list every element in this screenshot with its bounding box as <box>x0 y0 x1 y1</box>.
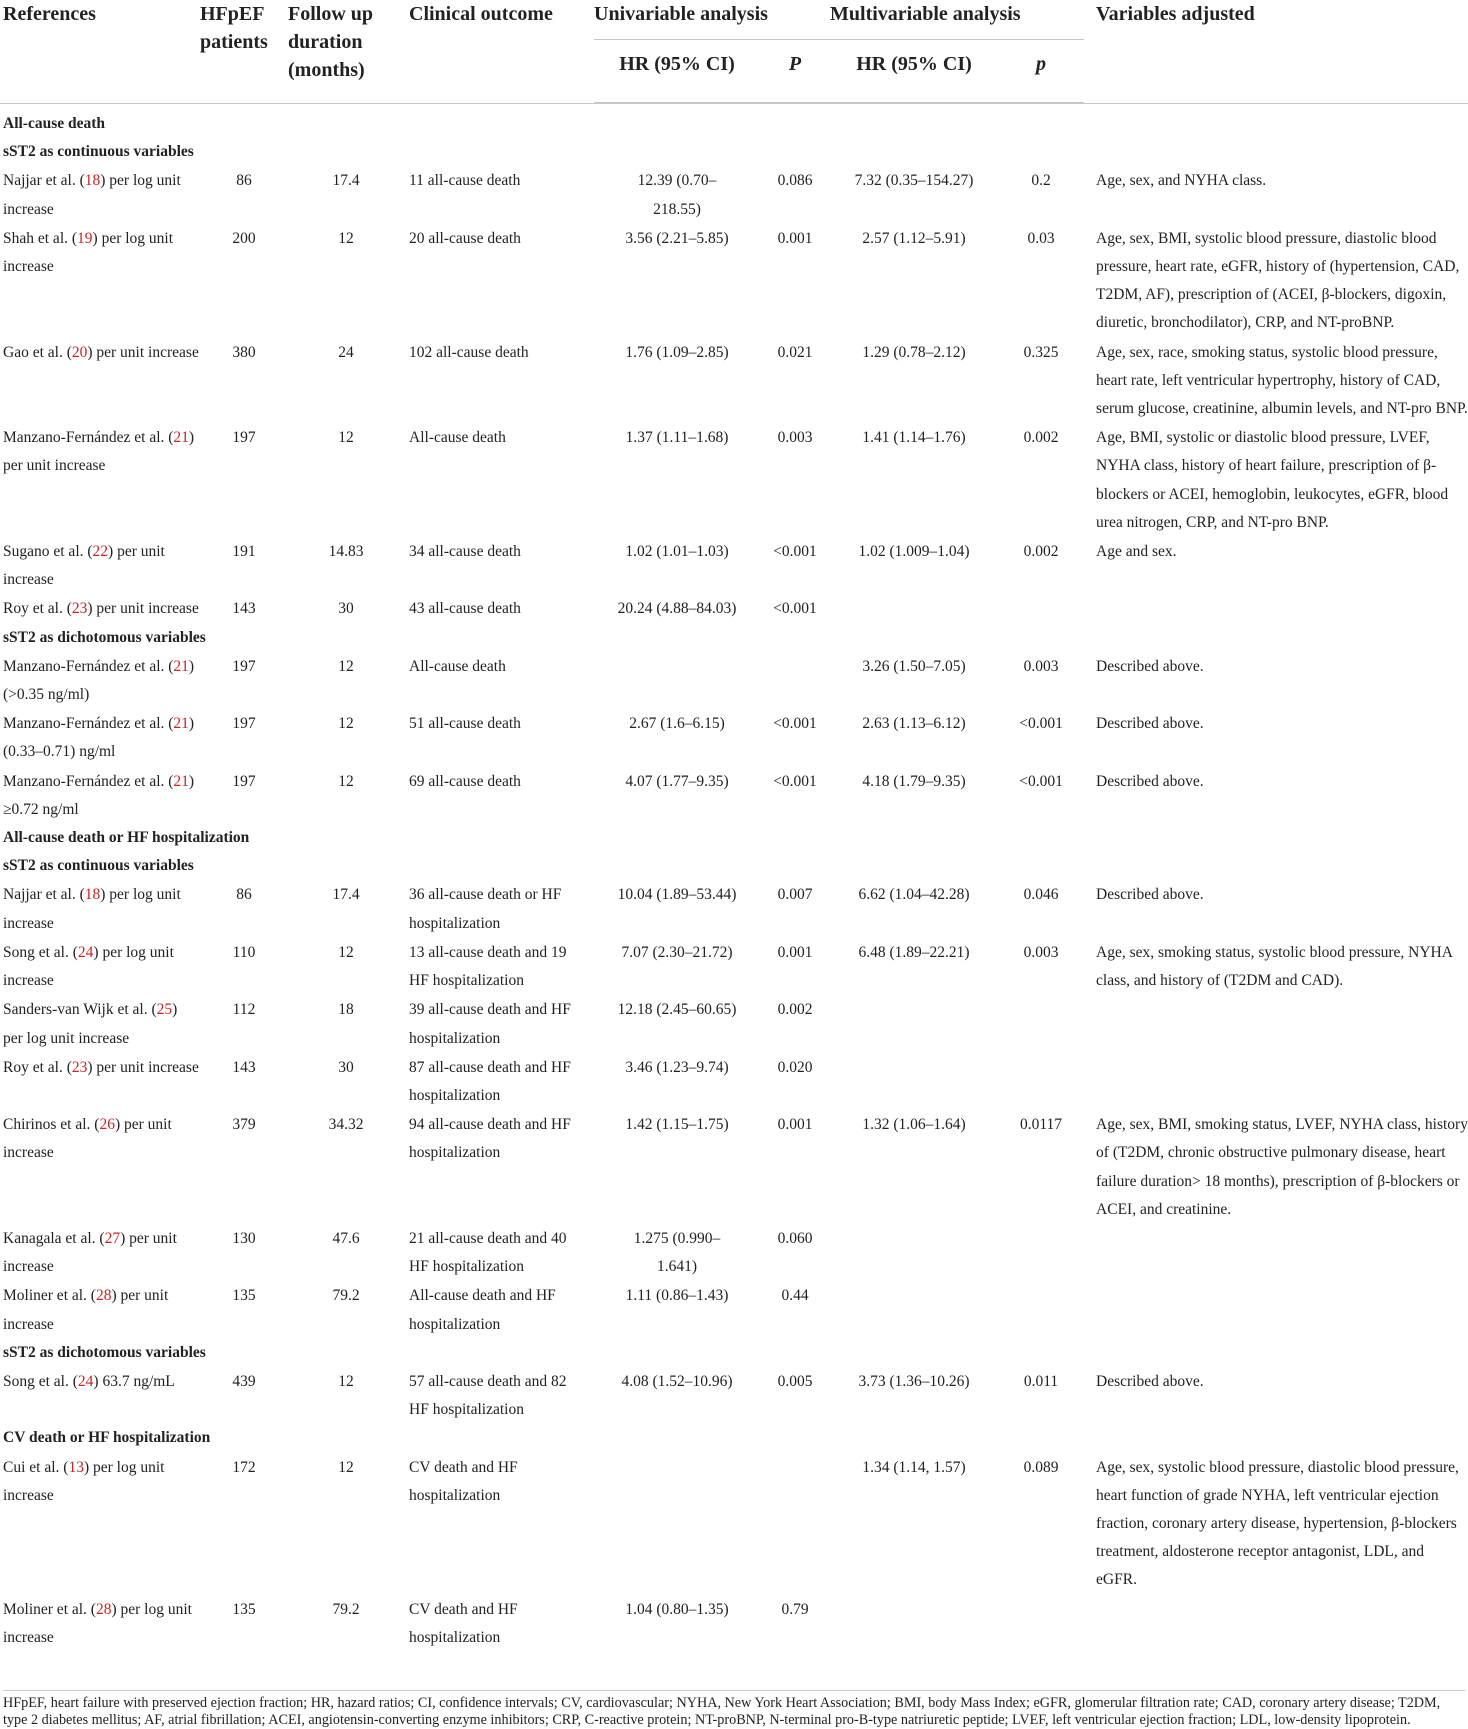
uni-hr-cell: 1.11 (0.86–1.43) <box>625 1287 729 1305</box>
table-body <box>0 104 1468 1652</box>
reference-cell <box>0 594 200 623</box>
patients-cell: 130 <box>232 1229 256 1247</box>
followup-cell: 34.32 <box>328 1116 364 1134</box>
reference-cell <box>0 995 200 1052</box>
reference-citation-link[interactable]: 21 <box>173 772 189 790</box>
header-multi-hr: HR (95% CI) <box>830 40 998 103</box>
variables-cell <box>1084 594 1468 623</box>
outcome-cell: 36 all-cause death or HF hospitalization <box>409 886 562 932</box>
patients-cell: 439 <box>232 1372 256 1390</box>
outcome-cell: 87 all-cause death and HF hospitalization <box>409 1058 571 1104</box>
followup-cell: 12 <box>338 229 354 247</box>
multi-hr-cell: 1.32 (1.06–1.64) <box>862 1116 966 1134</box>
header-multi-p: p <box>998 40 1084 103</box>
reference-citation-link[interactable]: 20 <box>71 343 88 361</box>
reference-cell <box>0 1053 200 1110</box>
uni-hr-cell: 4.08 (1.52–10.96) <box>621 1372 733 1390</box>
reference-cell <box>0 1595 200 1652</box>
section-heading-text: sST2 as continuous variables <box>3 143 194 161</box>
table-row <box>0 1224 1468 1281</box>
patients-cell: 143 <box>232 600 256 618</box>
reference-detail: ) per log unit increase <box>3 943 174 990</box>
outcome-cell: 102 all-cause death <box>409 343 529 361</box>
uni-hr-cell: 12.39 (0.70–218.55) <box>637 172 717 218</box>
reference-cell <box>0 709 200 766</box>
header-uni-p: P <box>760 40 830 103</box>
outcome-cell: CV death and HF hospitalization <box>409 1458 518 1504</box>
outcome-cell: 94 all-cause death and HF hospitalization <box>409 1116 571 1162</box>
variables-cell: Age, sex, and NYHA class. <box>1096 172 1267 190</box>
multi-p-cell: 0.002 <box>1023 429 1059 447</box>
followup-cell: 12 <box>338 772 354 790</box>
reference-citation-link[interactable]: 23 <box>71 1058 88 1076</box>
multi-p-cell: 0.003 <box>1023 943 1059 961</box>
reference-detail: ) per log unit increase <box>3 1458 165 1504</box>
variables-cell <box>1084 1281 1468 1338</box>
reference-author: Manzano-Fernández et al. ( <box>3 429 174 447</box>
header-patients: HFpEF patients <box>200 3 268 53</box>
table-row <box>0 594 1468 623</box>
multi-p-cell: 0.089 <box>1023 1458 1059 1476</box>
section-heading <box>0 624 1468 652</box>
section-heading <box>0 824 1468 852</box>
reference-cell <box>0 537 200 594</box>
table-row <box>0 423 1468 537</box>
followup-cell: 12 <box>338 657 354 675</box>
patients-cell: 197 <box>232 772 256 790</box>
reference-cell <box>0 1281 200 1338</box>
uni-p-cell: 0.003 <box>777 429 813 447</box>
uni-p-cell: <0.001 <box>773 715 817 733</box>
reference-citation-link[interactable]: 21 <box>173 715 189 733</box>
uni-p-cell: 0.005 <box>777 1372 813 1390</box>
variables-cell: Age, sex, systolic blood pressure, diastolic blood pressure, heart function of grade NYHA, left ventricular ejection fraction, coronary artery disease, hypertension, β-blockers treatment, aldosterone receptor antagonist, LDL, and eGFR. <box>1096 1458 1459 1589</box>
patients-cell: 86 <box>236 172 252 190</box>
multi-p-cell <box>998 995 1084 1052</box>
outcome-cell: 21 all-cause death and 40 HF hospitalization <box>409 1229 567 1276</box>
outcome-cell: All-cause death <box>409 657 506 675</box>
reference-citation-link[interactable]: 28 <box>95 1287 112 1305</box>
outcome-cell: All-cause death <box>409 429 506 447</box>
uni-hr-cell: 3.56 (2.21–5.85) <box>625 229 729 247</box>
reference-cell <box>0 938 200 995</box>
reference-detail: ) per unit increase <box>3 1116 172 1162</box>
table-row <box>0 709 1468 766</box>
reference-detail: ) per log unit increase <box>3 1001 178 1047</box>
followup-cell: 12 <box>338 429 354 447</box>
uni-hr-cell: 10.04 (1.89–53.44) <box>617 886 737 904</box>
reference-author: Sugano et al. ( <box>3 543 93 561</box>
multi-hr-cell <box>830 594 998 623</box>
followup-cell: 17.4 <box>332 886 360 904</box>
table-row <box>0 767 1468 824</box>
table-row <box>0 1110 1468 1224</box>
reference-cell <box>0 224 200 338</box>
table-row <box>0 995 1468 1052</box>
followup-cell: 30 <box>338 1058 354 1076</box>
uni-hr-cell: 1.275 (0.990–1.641) <box>633 1229 721 1276</box>
multi-hr-cell: 1.02 (1.009–1.04) <box>858 543 970 561</box>
header-outcome: Clinical outcome <box>409 3 553 25</box>
outcome-cell: 39 all-cause death and HF hospitalization <box>409 1001 571 1047</box>
uni-p-cell: 0.060 <box>777 1229 813 1247</box>
reference-author: Najjar et al. ( <box>3 172 85 190</box>
variables-cell: Described above. <box>1096 772 1204 790</box>
reference-detail: ) per unit increase <box>3 1287 169 1333</box>
variables-cell: Age, sex, race, smoking status, systolic blood pressure, heart rate, left ventricular hypertrophy, history of CAD, serum glucose, creatinine, albumin levels, and NT-pro BNP. <box>1096 343 1468 418</box>
section-heading <box>0 110 1468 138</box>
multi-p-cell: 0.2 <box>1031 172 1051 190</box>
section-heading <box>0 138 1468 166</box>
table-row <box>0 1595 1468 1652</box>
reference-citation-link[interactable]: 22 <box>92 543 109 561</box>
uni-p-cell: 0.001 <box>777 1116 813 1134</box>
section-heading-text: CV death or HF hospitalization <box>3 1429 211 1447</box>
variables-cell <box>1084 1224 1468 1281</box>
uni-p-cell: 0.020 <box>777 1058 813 1076</box>
reference-author: Moliner et al. ( <box>3 1287 96 1305</box>
reference-citation-link[interactable]: 27 <box>104 1229 121 1247</box>
outcome-cell: 13 all-cause death and 19 HF hospitalization <box>409 943 567 990</box>
patients-cell: 379 <box>232 1116 256 1134</box>
reference-citation-link[interactable]: 21 <box>173 429 189 447</box>
outcome-cell: 57 all-cause death and 82 HF hospitalization <box>409 1372 567 1419</box>
reference-citation-link[interactable]: 18 <box>84 886 101 904</box>
section-heading <box>0 852 1468 880</box>
reference-cell <box>0 338 200 424</box>
patients-cell: 135 <box>232 1287 256 1305</box>
multi-p-cell: 0.011 <box>1023 1372 1059 1390</box>
multi-hr-cell <box>830 995 998 1052</box>
followup-cell: 12 <box>338 715 354 733</box>
uni-p-cell <box>760 1453 830 1595</box>
table-row <box>0 652 1468 709</box>
reference-detail: ) per log unit increase <box>3 886 181 932</box>
followup-cell: 12 <box>338 1372 354 1390</box>
followup-cell: 18 <box>338 1001 354 1019</box>
table-row <box>0 166 1468 223</box>
reference-citation-link[interactable]: 25 <box>156 1001 173 1019</box>
reference-author: Chirinos et al. ( <box>3 1116 100 1134</box>
followup-cell: 24 <box>338 343 354 361</box>
multi-hr-cell: 1.41 (1.14–1.76) <box>862 429 966 447</box>
reference-detail: ) 63.7 ng/mL <box>93 1372 175 1390</box>
patients-cell: 197 <box>232 715 256 733</box>
reference-author: Moliner et al. ( <box>3 1600 96 1618</box>
followup-cell: 14.83 <box>328 543 364 561</box>
followup-cell: 17.4 <box>332 172 360 190</box>
reference-cell <box>0 880 200 937</box>
uni-hr-cell: 2.67 (1.6–6.15) <box>629 715 725 733</box>
uni-p-cell: 0.021 <box>777 343 813 361</box>
reference-author: Song et al. ( <box>3 943 78 961</box>
patients-cell: 112 <box>232 1001 256 1019</box>
outcome-cell: 20 all-cause death <box>409 229 521 247</box>
multi-hr-cell: 1.34 (1.14, 1.57) <box>862 1458 966 1476</box>
variables-cell: Age, sex, BMI, smoking status, LVEF, NYHA class, history of (T2DM, chronic obstructive pulmonary disease, heart failure duration> 18 months), prescription of β-blockers or ACEI, and creatinine. <box>1096 1116 1468 1218</box>
patients-cell: 191 <box>232 543 256 561</box>
uni-hr-cell: 20.24 (4.88–84.03) <box>617 600 737 618</box>
reference-cell <box>0 652 200 709</box>
reference-citation-link[interactable]: 23 <box>71 600 88 618</box>
uni-p-cell: 0.44 <box>781 1287 809 1305</box>
followup-cell: 79.2 <box>332 1600 360 1618</box>
variables-cell <box>1084 995 1468 1052</box>
outcome-cell: All-cause death and HF hospitalization <box>409 1287 556 1333</box>
table-row <box>0 880 1468 937</box>
uni-p-cell <box>760 652 830 709</box>
uni-hr-cell: 1.42 (1.15–1.75) <box>625 1116 729 1134</box>
reference-citation-link[interactable]: 18 <box>84 172 101 190</box>
section-heading <box>0 1339 1468 1367</box>
reference-author: Manzano-Fernández et al. ( <box>3 657 174 675</box>
uni-hr-cell: 12.18 (2.45–60.65) <box>617 1001 737 1019</box>
reference-author: Manzano-Fernández et al. ( <box>3 715 174 733</box>
variables-cell: Age, sex, smoking status, systolic blood pressure, NYHA class, and history of (T2DM and CAD). <box>1096 943 1453 990</box>
reference-citation-link[interactable]: 13 <box>68 1458 84 1476</box>
reference-detail: ) per unit increase <box>3 1229 177 1276</box>
table-row <box>0 338 1468 424</box>
uni-p-cell: <0.001 <box>773 772 817 790</box>
multi-hr-cell: 6.62 (1.04–42.28) <box>858 886 970 904</box>
header-uni-hr: HR (95% CI) <box>594 40 760 103</box>
table-row <box>0 1053 1468 1110</box>
multi-p-cell <box>998 1224 1084 1281</box>
reference-author: Gao et al. ( <box>3 343 72 361</box>
section-heading-text: sST2 as dichotomous variables <box>3 628 206 646</box>
uni-hr-cell: 1.04 (0.80–1.35) <box>625 1600 729 1618</box>
variables-cell: Age, BMI, systolic or diastolic blood pressure, LVEF, NYHA class, history of heart failure, prescription of β-blockers or ACEI, hemoglobin, leukocytes, eGFR, blood urea nitrogen, CRP, and NT-pro BNP. <box>1096 429 1449 531</box>
followup-cell: 12 <box>338 1458 354 1476</box>
reference-detail: ) per unit increase <box>3 429 195 475</box>
patients-cell: 197 <box>232 657 256 675</box>
table-row <box>0 1453 1468 1595</box>
patients-cell: 135 <box>232 1600 256 1618</box>
reference-citation-link[interactable]: 24 <box>77 943 94 961</box>
multi-hr-cell: 7.32 (0.35–154.27) <box>854 172 974 190</box>
reference-detail: ) per unit increase <box>3 543 165 589</box>
reference-author: Shah et al. ( <box>3 229 78 247</box>
multi-hr-cell <box>830 1224 998 1281</box>
patients-cell: 200 <box>232 229 256 247</box>
reference-cell <box>0 1367 200 1424</box>
uni-p-cell: 0.007 <box>777 886 813 904</box>
reference-detail: ) per log unit increase <box>3 229 174 276</box>
variables-cell: Described above. <box>1096 715 1204 733</box>
reference-citation-link[interactable]: 24 <box>77 1372 94 1390</box>
variables-cell: Described above. <box>1096 886 1204 904</box>
reference-citation-link[interactable]: 28 <box>95 1600 112 1618</box>
multi-p-cell: 0.003 <box>1023 657 1059 675</box>
multi-p-cell <box>998 1053 1084 1110</box>
header-references: References <box>3 3 96 25</box>
header-univariable: Univariable analysis <box>594 0 830 40</box>
multi-p-cell: <0.001 <box>1019 772 1063 790</box>
reference-cell <box>0 767 200 824</box>
multi-hr-cell: 2.57 (1.12–5.91) <box>862 229 966 247</box>
multi-p-cell: 0.03 <box>1027 229 1055 247</box>
variables-cell: Age and sex. <box>1096 543 1177 561</box>
header-variables: Variables adjusted <box>1096 3 1255 25</box>
reference-author: Roy et al. ( <box>3 1058 72 1076</box>
reference-detail: ) ≥0.72 ng/ml <box>3 772 195 818</box>
multi-p-cell: 0.325 <box>1023 343 1059 361</box>
uni-p-cell: 0.79 <box>781 1600 809 1618</box>
multi-hr-cell <box>830 1053 998 1110</box>
followup-cell: 12 <box>338 943 354 961</box>
reference-detail: ) per unit increase <box>87 600 199 618</box>
reference-author: Kanagala et al. ( <box>3 1229 105 1247</box>
followup-cell: 79.2 <box>332 1287 360 1305</box>
reference-author: Sanders-van Wijk et al. ( <box>3 1001 157 1019</box>
uni-hr-cell: 1.76 (1.09–2.85) <box>625 343 729 361</box>
multi-hr-cell: 3.73 (1.36–10.26) <box>858 1372 970 1390</box>
uni-p-cell: 0.002 <box>777 1001 813 1019</box>
reference-author: Najjar et al. ( <box>3 886 85 904</box>
variables-cell: Described above. <box>1096 657 1204 675</box>
variables-cell: Described above. <box>1096 1372 1204 1390</box>
uni-hr-cell: 1.02 (1.01–1.03) <box>625 543 729 561</box>
reference-citation-link[interactable]: 19 <box>77 229 93 247</box>
uni-p-cell: 0.086 <box>777 172 813 190</box>
patients-cell: 86 <box>236 886 252 904</box>
uni-hr-cell <box>594 652 760 709</box>
uni-p-cell: 0.001 <box>777 229 813 247</box>
multi-p-cell <box>998 1281 1084 1338</box>
section-heading-text: All-cause death <box>3 115 106 132</box>
patients-cell: 143 <box>232 1058 256 1076</box>
reference-author: Song et al. ( <box>3 1372 78 1390</box>
multi-p-cell <box>998 1595 1084 1652</box>
multi-p-cell: 0.0117 <box>1019 1116 1063 1134</box>
multi-hr-cell: 1.29 (0.78–2.12) <box>862 343 966 361</box>
reference-detail: ) (>0.35 ng/ml) <box>3 657 195 704</box>
variables-cell <box>1084 1053 1468 1110</box>
reference-detail: ) per unit increase <box>87 343 199 361</box>
multi-hr-cell <box>830 1595 998 1652</box>
reference-cell <box>0 166 200 223</box>
variables-cell: Age, sex, BMI, systolic blood pressure, diastolic blood pressure, heart rate, eGFR, history of (hypertension, CAD, T2DM, AF), prescription of (ACEI, β-blockers, digoxin, diuretic, bronchodilator), CRP, and NT-proBNP. <box>1096 229 1460 332</box>
header-followup: Follow up duration (months) <box>288 3 374 81</box>
table-row <box>0 938 1468 995</box>
multi-p-cell <box>998 594 1084 623</box>
reference-detail: ) per unit increase <box>87 1058 199 1076</box>
section-heading-text: All-cause death or HF hospitalization <box>3 829 250 847</box>
reference-cell <box>0 1110 200 1224</box>
uni-hr-cell: 1.37 (1.11–1.68) <box>625 429 729 447</box>
header-multivariable: Multivariable analysis <box>830 0 1084 40</box>
outcome-cell: 43 all-cause death <box>409 600 521 618</box>
outcome-cell: 69 all-cause death <box>409 772 521 790</box>
reference-cell <box>0 1224 200 1281</box>
multi-hr-cell: 6.48 (1.89–22.21) <box>858 943 970 961</box>
reference-detail: ) per log unit increase <box>3 172 181 218</box>
multi-hr-cell <box>830 1281 998 1338</box>
reference-cell <box>0 1453 200 1595</box>
table-footnote: HFpEF, heart failure with preserved ejection fraction; HR, hazard ratios; CI, confidence intervals; CV, cardiovascular; NYHA, New York Heart Association; BMI, body Mass Index; eGFR, glomerular filtration rate; CAD, coronary artery disease; T2DM, type 2 diabetes mellitus; AF, atrial fibrillation; ACEI, angiotensin-converting enzyme inhibitors; CRP, C-reactive protein; NT-proBNP, N-terminal pro-B-type natriuretic peptide; LVEF, left ventricular ejection fraction; LDL, low-density lipoprotein. <box>3 1690 1465 1729</box>
table-header <box>0 0 1468 104</box>
reference-detail: ) (0.33–0.71) ng/ml <box>3 715 195 761</box>
uni-hr-cell <box>594 1453 760 1595</box>
reference-citation-link[interactable]: 26 <box>99 1116 115 1134</box>
table-row <box>0 224 1468 338</box>
patients-cell: 380 <box>232 343 256 361</box>
patients-cell: 197 <box>232 429 256 447</box>
outcome-cell: 11 all-cause death <box>409 172 521 190</box>
uni-hr-cell: 7.07 (2.30–21.72) <box>621 943 733 961</box>
patients-cell: 172 <box>232 1458 256 1476</box>
table-row <box>0 1281 1468 1338</box>
multi-p-cell: 0.046 <box>1023 886 1059 904</box>
multi-hr-cell: 4.18 (1.79–9.35) <box>862 772 966 790</box>
reference-detail: ) per log unit increase <box>3 1600 192 1646</box>
multi-hr-cell: 2.63 (1.13–6.12) <box>862 715 966 733</box>
outcome-cell: CV death and HF hospitalization <box>409 1600 518 1646</box>
section-heading-text: sST2 as continuous variables <box>3 857 194 875</box>
variables-cell <box>1084 1595 1468 1652</box>
reference-author: Manzano-Fernández et al. ( <box>3 772 174 790</box>
followup-cell: 30 <box>338 600 354 618</box>
uni-hr-cell: 3.46 (1.23–9.74) <box>625 1058 729 1076</box>
section-heading-text: sST2 as dichotomous variables <box>3 1343 206 1361</box>
uni-hr-cell: 4.07 (1.77–9.35) <box>625 772 729 790</box>
followup-cell: 47.6 <box>332 1229 360 1247</box>
outcome-cell: 51 all-cause death <box>409 715 521 733</box>
uni-p-cell: 0.001 <box>777 943 813 961</box>
outcome-cell: 34 all-cause death <box>409 543 521 561</box>
uni-p-cell: <0.001 <box>773 600 817 618</box>
patients-cell: 110 <box>232 943 256 961</box>
table-row <box>0 1367 1468 1424</box>
multi-p-cell: 0.002 <box>1023 543 1059 561</box>
reference-cell <box>0 423 200 537</box>
table-row <box>0 537 1468 594</box>
uni-p-cell: <0.001 <box>773 543 817 561</box>
multi-p-cell: <0.001 <box>1019 715 1063 733</box>
reference-author: Cui et al. ( <box>3 1458 69 1476</box>
reference-author: Roy et al. ( <box>3 600 72 618</box>
multi-hr-cell: 3.26 (1.50–7.05) <box>862 657 966 675</box>
reference-citation-link[interactable]: 21 <box>173 657 189 675</box>
section-heading <box>0 1424 1468 1452</box>
